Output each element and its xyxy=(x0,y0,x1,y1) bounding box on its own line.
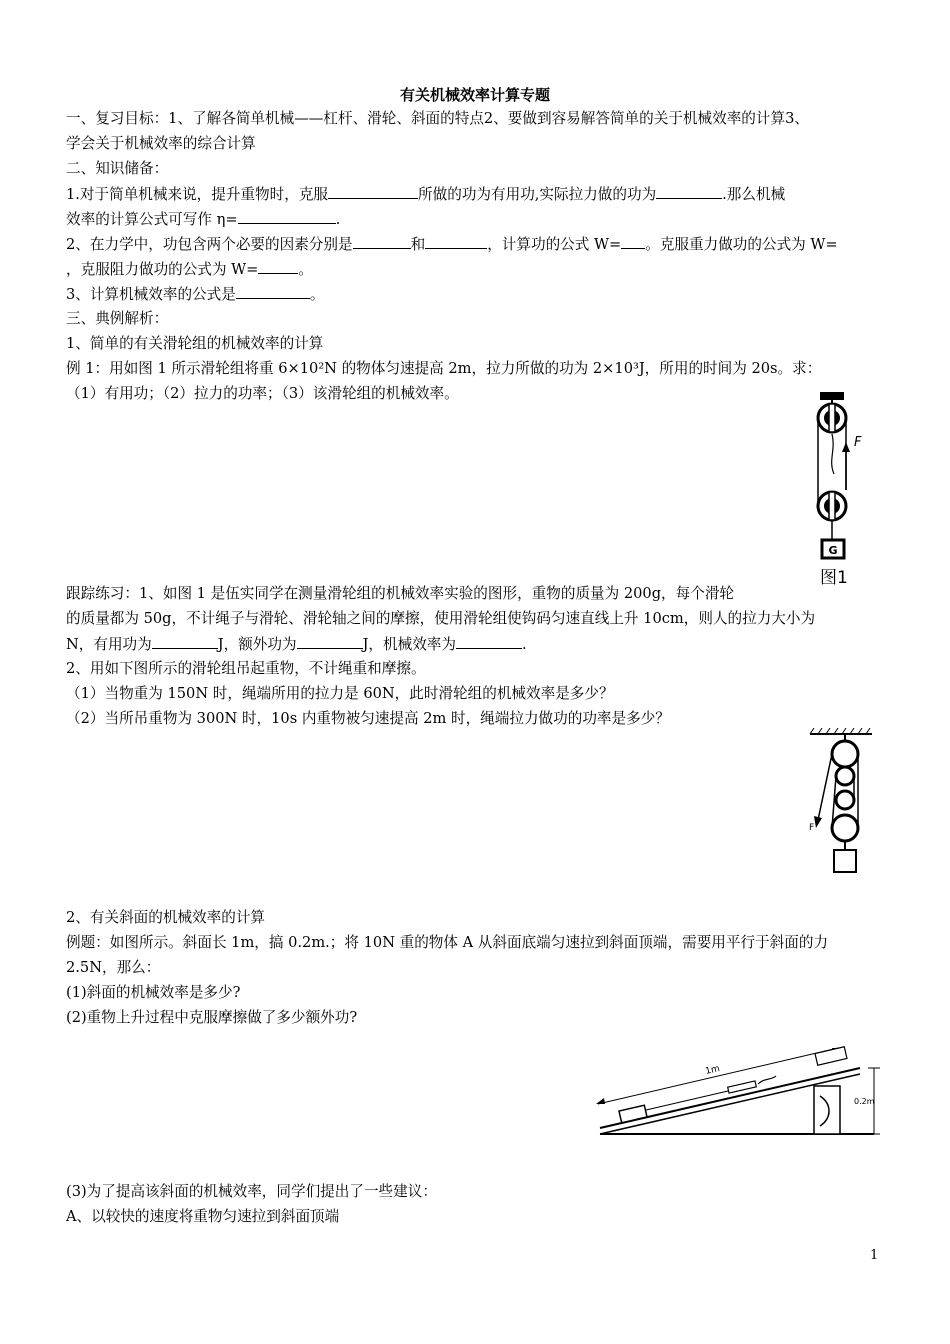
text-line: 的质量都为 50g，不计绳子与滑轮、滑轮轴之间的摩擦，使用滑轮组使钩码匀速直线上升 10cm，则人的拉力大小为 xyxy=(66,610,816,627)
text-line xyxy=(66,284,324,305)
pulley-figure-1 xyxy=(806,390,876,588)
question-line: (2)重物上升过程中克服摩擦做了多少额外功? xyxy=(66,1009,358,1026)
text-fragment: 3、计算机械效率的公式是 xyxy=(66,286,236,303)
text-fragment: 所做的功为有用功,实际拉力做的功为 xyxy=(418,186,657,203)
answer-blank[interactable] xyxy=(425,234,487,249)
text-line: 跟踪练习：1、如图 1 是伍实同学在测量滑轮组的机械效率实验的图形，重物的质量为 200g，每个滑轮 xyxy=(66,585,735,602)
answer-blank[interactable] xyxy=(656,184,722,199)
answer-blank[interactable] xyxy=(236,284,310,299)
force-label: F xyxy=(809,823,815,833)
answer-blank[interactable] xyxy=(258,259,298,274)
text-line: 学会关于机械效率的综合计算 xyxy=(66,135,256,152)
text-line xyxy=(66,259,313,280)
pulley-figure-2 xyxy=(806,728,878,878)
text-fragment: 效率的计算公式可写作 η= xyxy=(66,211,238,228)
text-line: 2.5N，那么： xyxy=(66,959,161,976)
subsection-heading: 2、有关斜面的机械效率的计算 xyxy=(66,909,266,926)
height-label: 0.2m xyxy=(854,1097,875,1106)
text-fragment: . xyxy=(522,636,527,653)
text-fragment: .那么机械 xyxy=(722,186,786,203)
text-line xyxy=(66,209,340,230)
length-label: 1m xyxy=(704,1063,721,1077)
incline-figure xyxy=(588,1038,884,1142)
text-fragment: J，机械效率为 xyxy=(362,636,456,653)
answer-blank[interactable] xyxy=(297,634,363,649)
text-fragment: . xyxy=(335,211,341,228)
text-line: （1）有用功；（2）拉力的功率；（3）该滑轮组的机械效率。 xyxy=(66,385,459,402)
text-line xyxy=(66,634,527,655)
answer-blank[interactable] xyxy=(238,209,336,224)
option-line: A、以较快的速度将重物匀速拉到斜面顶端 xyxy=(66,1208,340,1225)
text-fragment: 1.对于简单机械来说，提升重物时，克服 xyxy=(66,186,329,203)
figure-caption: 图1 xyxy=(820,568,848,588)
section-heading: 二、知识储备： xyxy=(66,160,169,177)
question-line: (1)斜面的机械效率是多少? xyxy=(66,984,241,1001)
text-line: (3)为了提高该斜面的机械效率，同学们提出了一些建议： xyxy=(66,1183,437,1200)
section-heading: 三、典例解析： xyxy=(66,310,169,327)
answer-blank[interactable] xyxy=(152,634,218,649)
text-fragment: 。克服重力做功的公式为 W= xyxy=(645,236,838,253)
text-line: 2、用如下图所示的滑轮组吊起重物，不计绳重和摩擦。 xyxy=(66,660,426,677)
subsection-heading: 1、简单的有关滑轮组的机械效率的计算 xyxy=(66,335,324,352)
page-title: 有关机械效率计算专题 xyxy=(399,86,550,104)
answer-blank[interactable] xyxy=(328,184,418,199)
page-number: 1 xyxy=(870,1248,879,1263)
text-fragment: J，额外功为 xyxy=(217,636,297,653)
text-line: 例 1：用如图 1 所示滑轮组将重 6×10²N 的物体匀速提高 2m，拉力所做的功为 2×10³J，所用的时间为 20s。求： xyxy=(66,360,822,377)
answer-blank[interactable] xyxy=(621,234,645,249)
text-line: （1）当物重为 150N 时，绳端所用的拉力是 60N，此时滑轮组的机械效率是多少？ xyxy=(66,685,614,702)
text-line xyxy=(66,234,838,255)
text-fragment: 。 xyxy=(298,261,314,278)
text-fragment: ，克服阻力做功的公式为 W= xyxy=(66,261,259,278)
force-label: F xyxy=(854,435,862,450)
text-fragment: 2、在力学中，功包含两个必要的因素分别是 xyxy=(66,236,353,253)
text-fragment: 和 xyxy=(410,236,426,253)
text-line: 一、复习目标：1、了解各简单机械——杠杆、滑轮、斜面的特点2、要做到容易解答简单的关于机械效率的计算3、 xyxy=(66,110,809,127)
answer-blank[interactable] xyxy=(456,634,522,649)
text-line xyxy=(66,184,785,205)
text-line: 例题：如图所示。斜面长 1m，搞 0.2m.；将 10N 重的物体 A 从斜面底端匀速拉到斜面顶端，需要用平行于斜面的力 xyxy=(66,934,829,951)
text-line: （2）当所吊重物为 300N 时，10s 内重物被匀速提高 2m 时，绳端拉力做功的功率是多少？ xyxy=(66,710,670,727)
weight-label: G xyxy=(828,544,838,557)
text-fragment: ，计算功的公式 W= xyxy=(487,236,622,253)
text-fragment: 。 xyxy=(309,286,325,303)
answer-blank[interactable] xyxy=(353,234,411,249)
text-fragment: N，有用功为 xyxy=(66,636,152,653)
